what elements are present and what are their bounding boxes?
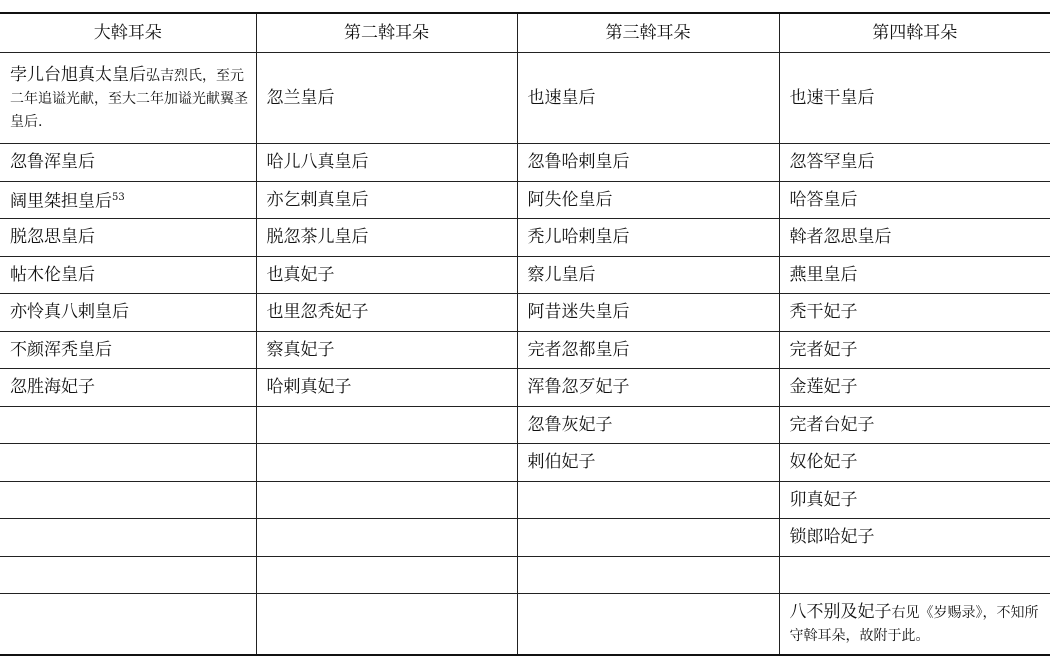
table-cell: 忽兰皇后 xyxy=(256,53,517,144)
table-row xyxy=(0,444,1050,482)
table-cell: 哈答皇后 xyxy=(779,181,1050,219)
table-cell: 忽鲁灰妃子 xyxy=(517,406,779,444)
table-row xyxy=(0,556,1050,594)
table-cell: 阿昔迷失皇后 xyxy=(517,294,779,332)
table-cell xyxy=(256,519,517,557)
table-cell: 忽鲁哈剌皇后 xyxy=(517,144,779,182)
table-cell: 也速干皇后 xyxy=(779,53,1050,144)
table-cell xyxy=(779,594,1050,656)
table-cell: 察儿皇后 xyxy=(517,256,779,294)
table-cell xyxy=(256,481,517,519)
table-cell: 秃儿哈剌皇后 xyxy=(517,219,779,257)
table-row xyxy=(0,406,1050,444)
table-cell: 完者妃子 xyxy=(779,331,1050,369)
table-cell xyxy=(0,519,256,557)
table-row xyxy=(0,219,1050,257)
table-cell xyxy=(517,481,779,519)
header-cell: 第二斡耳朵 xyxy=(256,13,517,53)
header-row xyxy=(0,13,1050,53)
table-cell xyxy=(779,556,1050,594)
table-cell: 斡者忽思皇后 xyxy=(779,219,1050,257)
table-cell xyxy=(0,406,256,444)
table-cell xyxy=(0,481,256,519)
table-row xyxy=(0,144,1050,182)
table-row xyxy=(0,181,1050,219)
table-cell: 忽鲁浑皇后 xyxy=(0,144,256,182)
table-cell: 金莲妃子 xyxy=(779,369,1050,407)
table-cell: 哈儿八真皇后 xyxy=(256,144,517,182)
table-cell: 燕里皇后 xyxy=(779,256,1050,294)
table-cell xyxy=(0,53,256,144)
cell-note-text: 弘吉烈氏，至元二年追谥光献，至大二年加谥光献翼圣皇后. xyxy=(10,67,248,130)
table-cell: 亦怜真八剌皇后 xyxy=(0,294,256,332)
table-cell: 完者台妃子 xyxy=(779,406,1050,444)
table-cell xyxy=(256,556,517,594)
consort-table xyxy=(0,12,1050,656)
table-cell: 脱忽茶儿皇后 xyxy=(256,219,517,257)
table-row xyxy=(0,294,1050,332)
table-cell xyxy=(256,444,517,482)
table-cell xyxy=(256,594,517,656)
cell-main-text: 孛儿台旭真太皇后 xyxy=(10,64,146,85)
table-cell: 忽答罕皇后 xyxy=(779,144,1050,182)
cell-text: 阔里桀担皇后 xyxy=(10,191,112,212)
table-row xyxy=(0,369,1050,407)
table-cell: 阿失伦皇后 xyxy=(517,181,779,219)
table-cell: 也速皇后 xyxy=(517,53,779,144)
table-cell: 秃干妃子 xyxy=(779,294,1050,332)
table-cell: 浑鲁忽歹妃子 xyxy=(517,369,779,407)
table-cell xyxy=(256,406,517,444)
table-cell: 脱忽思皇后 xyxy=(0,219,256,257)
footnote-marker: 53 xyxy=(112,191,125,203)
table-cell xyxy=(0,444,256,482)
table-cell: 锁郎哈妃子 xyxy=(779,519,1050,557)
table-row xyxy=(0,53,1050,144)
header-cell: 第四斡耳朵 xyxy=(779,13,1050,53)
cell-note-text: 右见《岁赐录》，不知所守斡耳朵，故附于此。 xyxy=(789,605,1039,644)
cell-main-text: 八不别及妃子 xyxy=(789,602,892,622)
table-cell: 完者忽都皇后 xyxy=(517,331,779,369)
table-cell: 也里忽秃妃子 xyxy=(256,294,517,332)
table-cell xyxy=(517,556,779,594)
table-cell xyxy=(517,519,779,557)
table-cell: 卯真妃子 xyxy=(779,481,1050,519)
table-cell: 哈剌真妃子 xyxy=(256,369,517,407)
table-cell xyxy=(0,594,256,656)
table-cell xyxy=(517,594,779,656)
table-row xyxy=(0,256,1050,294)
table-cell xyxy=(0,556,256,594)
table-cell: 帖木伦皇后 xyxy=(0,256,256,294)
table-row xyxy=(0,481,1050,519)
table-cell: 奴伦妃子 xyxy=(779,444,1050,482)
table-cell: 剌伯妃子 xyxy=(517,444,779,482)
table-cell: 亦乞剌真皇后 xyxy=(256,181,517,219)
table-cell xyxy=(0,181,256,219)
table-row xyxy=(0,594,1050,656)
table-cell: 忽胜海妃子 xyxy=(0,369,256,407)
header-cell: 大斡耳朵 xyxy=(0,13,256,53)
table-row xyxy=(0,519,1050,557)
table-row xyxy=(0,331,1050,369)
table-cell: 不颜浑秃皇后 xyxy=(0,331,256,369)
table-cell: 也真妃子 xyxy=(256,256,517,294)
table-cell: 察真妃子 xyxy=(256,331,517,369)
header-cell: 第三斡耳朵 xyxy=(517,13,779,53)
